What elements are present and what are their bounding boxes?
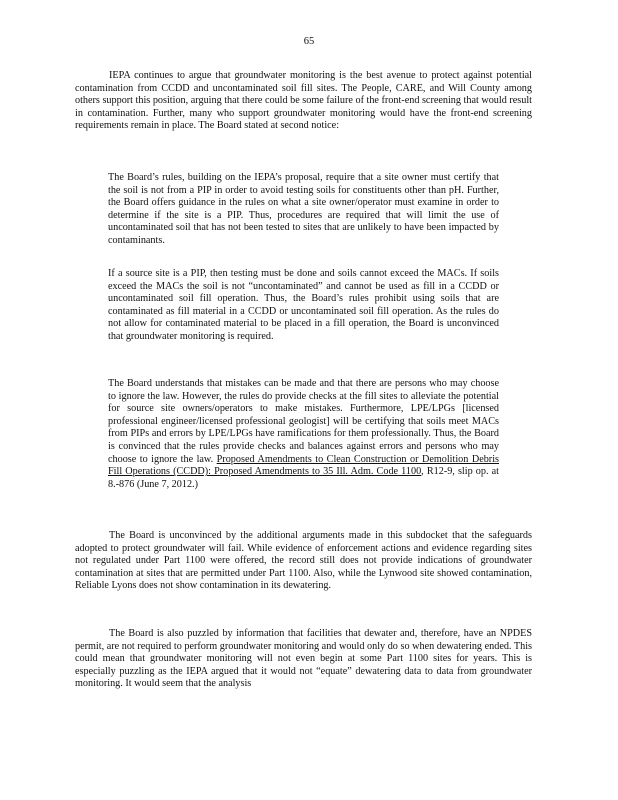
paragraph-board-unconvinced [75,530,532,593]
block-quote-checks [108,378,499,491]
page-number: 65 [303,36,315,47]
paragraph-iepa-argument [75,70,532,133]
paragraph-text: The Board is also puzzled by information that facilities that dewater and, therefore, have an NPDES permit, are not required to perform groundwater monitoring and would only do so when dewatering ended. This could mean that groundwater monitoring will not even begin at some Part 1100 sites for years. This is especially puzzling as the IEPA argued that it would not “equate” dewatering data to data from groundwater monitoring. It would seem that the analysis [75,628,532,690]
paragraph-text: IEPA continues to argue that groundwater monitoring is the best avenue to protect against potential contamination from CCDD and uncontaminated soil fill sites. The People, CARE, and Will County among others support this position, arguing that there could be some failure of the front-end screening that would result in contamination. Further, many who support groundwater monitoring would have the front-end screening requirements remain in place. The Board stated at second notice: [75,70,533,132]
quote-text: If a source site is a PIP, then testing must be done and soils cannot exceed the MACs. If soils exceed the MACs the soil is not “uncontaminated” and cannot be used as fill in a CCDD or uncontaminated soil fill operation. Thus, the Board’s rules prohibit using soils that are contaminated as fill material in a CCDD or uncontaminated soil fill operation. As the rules do not allow for contaminated material to be placed in a fill operation, the Board is unconvinced that groundwater monitoring is required. [108,268,499,342]
block-quote-rules [108,172,499,248]
citation-tail: , R12-9, slip op. at 8.-876 (June 7, 2012.) [108,466,499,490]
quote-text: The Board understands that mistakes can be made and that there are persons who may choose to ignore the law. However, the rules do provide checks at the fill sites to alleviate the potential for source site owners/operators to make mistakes. Furthermore, LPE/LPGs [licensed professional engineer/licensed professional geologist] will be certifying that soils meet MACs from PIPs and errors by LPE/LPGs have ramifications for them professionally. Thus, the Board is convinced that the rules provide checks and balances against errors and persons who may choose to ignore the law. [108,378,499,465]
paragraph-board-puzzled [75,628,532,691]
block-quote-pip-testing [108,268,499,344]
quote-text: The Board’s rules, building on the IEPA’s proposal, require that a site owner must certify that the soil is not from a PIP in order to avoid testing soils for constituents other than pH. Further, the Board offers guidance in the rules on what a site owner/operator must examine in order to determine if the site is a PIP. Thus, procedures are required that will limit the use of uncontaminated soil that has not been tested to sites that are unlikely to have been impacted by contaminants. [108,172,499,246]
case-citation: Proposed Amendments to Clean Construction or Demolition Debris Fill Operations (CCDD): Proposed Amendments to 35 Ill. Adm. Code 1100 [108,453,499,478]
paragraph-text: The Board is unconvinced by the additional arguments made in this subdocket that the safeguards adopted to protect groundwater will fail. While evidence of enforcement actions and evidence regarding sites not regulated under Part 1100 were offered, the record still does not provide indications of groundwater contamination at sites that are permitted under Part 1100. Also, while the Lynwood site showed contamination, Reliable Lyons does not show contamination in its dewatering. [75,530,532,592]
